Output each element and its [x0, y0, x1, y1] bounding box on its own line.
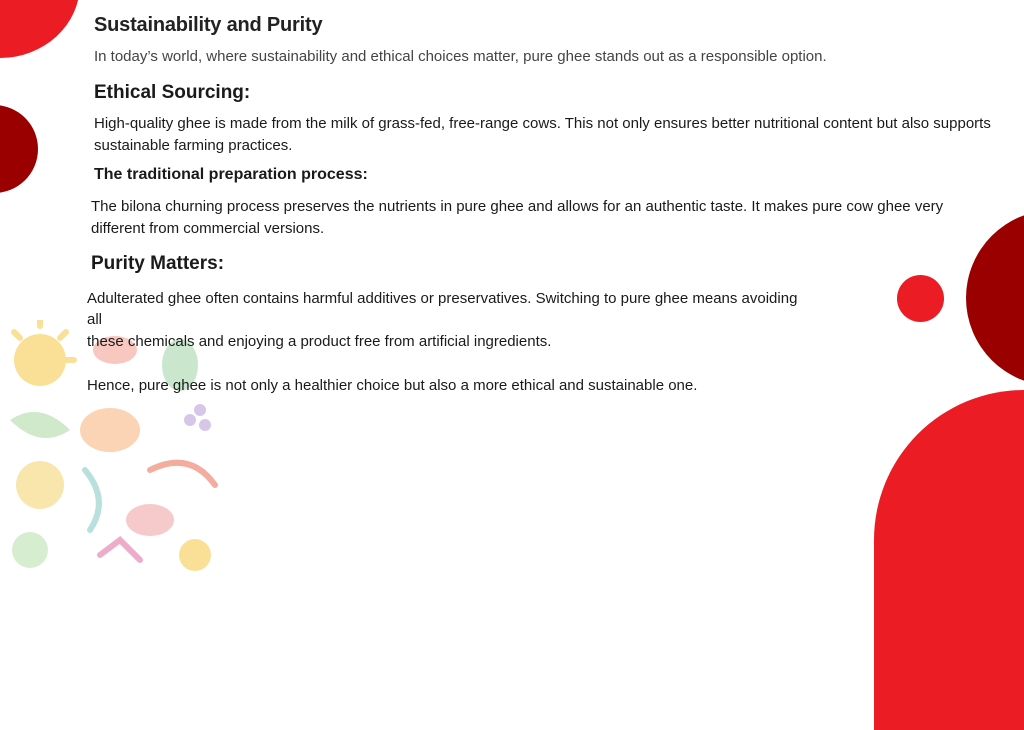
- purity-body-line: these chemicals and enjoying a product free from artificial ingredients.: [87, 333, 552, 350]
- left-dark-red-circle: [0, 105, 38, 193]
- purity-body-line: Adulterated ghee often contains harmful additives or preservatives. Switching to pure ghee means avoiding: [87, 290, 798, 307]
- bottom-right-red-arch: [874, 390, 1024, 730]
- right-dark-red-circle: [966, 210, 1024, 386]
- purity-matters-heading: Purity Matters:: [91, 253, 225, 274]
- fruit-vegetable-pattern-icon: [0, 320, 222, 576]
- traditional-process-body: The bilona churning process preserves the nutrients in pure ghee and allows for an authentic taste. It makes pure cow ghee very different from commercial versions.: [91, 198, 944, 237]
- traditional-process-heading: The traditional preparation process:: [94, 166, 368, 183]
- ethical-sourcing-body: High-quality ghee is made from the milk of grass-fed, free-range cows. This not only ensures better nutritional content but also supports sustainable farming practices.: [94, 115, 991, 154]
- purity-body-line: all: [87, 311, 103, 328]
- intro-text: In today’s world, where sustainability and ethical choices matter, pure ghee stands out as a responsible option.: [94, 48, 827, 65]
- conclusion-text: Hence, pure ghee is not only a healthier choice but also a more ethical and sustainable one.: [87, 377, 698, 394]
- small-red-dot: [897, 275, 944, 322]
- ethical-sourcing-heading: Ethical Sourcing:: [94, 82, 251, 103]
- top-left-red-shape: [0, 0, 84, 58]
- page-title: Sustainability and Purity: [94, 14, 323, 36]
